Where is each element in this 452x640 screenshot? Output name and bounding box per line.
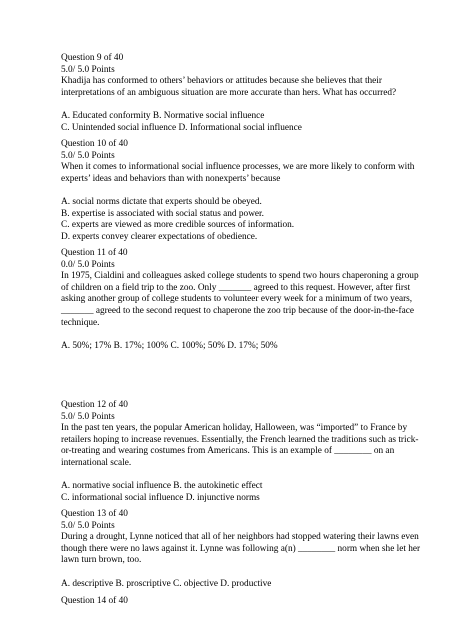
question-prompt-line: interpretations of an ambiguous situation are more accurate than hers. What has occurred? [61, 87, 397, 98]
question-10 [61, 139, 415, 243]
question-header: Question 9 of 40 [61, 53, 124, 63]
answer-options-line: A. descriptive B. proscriptive C. objective D. productive [61, 578, 272, 589]
question-prompt-line: international scale. [61, 457, 132, 468]
question-prompt-line: lawn turn brown, too. [61, 555, 142, 566]
question-prompt-line: or-treating and wearing costumes from Americans. This is an example of ________ on an [61, 446, 395, 457]
question-prompt-line: In 1975, Cialdini and colleagues asked college students to spend two hours chaperoning a group [61, 271, 419, 282]
question-points: 5.0/ 5.0 Points [61, 520, 115, 531]
question-header: Question 12 of 40 [61, 400, 128, 410]
question-prompt-line: In the past ten years, the popular American holiday, Halloween, was “imported” to France by [61, 423, 408, 434]
question-14 [61, 596, 411, 608]
question-points: 5.0/ 5.0 Points [61, 64, 115, 75]
question-prompt-line: When it comes to informational social influence processes, we are more likely to conform with [61, 162, 415, 173]
question-prompt-line: _______ agreed to the second request to chaperone the zoo trip because of the door-in-the-face [61, 305, 414, 316]
question-prompt-line: technique. [61, 317, 100, 328]
question-header: Question 11 of 40 [61, 248, 128, 258]
question-points: 0.0/ 5.0 Points [61, 259, 115, 270]
answer-options-line: A. 50%; 17% B. 17%; 100% C. 100%; 50% D. 17%; 50% [61, 340, 278, 351]
question-9 [61, 53, 411, 134]
question-points: 5.0/ 5.0 Points [61, 150, 115, 161]
answer-options-line: A. Educated conformity B. Normative social influence [61, 110, 265, 121]
question-points: 5.0/ 5.0 Points [61, 411, 115, 422]
question-header: Question 14 of 40 [61, 596, 128, 606]
answer-option: A. social norms dictate that experts should be obeyed. [61, 196, 262, 207]
question-header: Question 13 of 40 [61, 509, 128, 519]
answer-options-line: C. informational social influence D. injunctive norms [61, 492, 260, 503]
question-prompt-line: of children on a field trip to the zoo. Only _______ agreed to this request. However, after first [61, 282, 411, 293]
question-prompt-line: retailers hoping to increase revenues. Essentially, the French learned the traditions such as trick- [61, 434, 419, 445]
answer-option: B. expertise is associated with social status and power. [61, 208, 264, 219]
question-header: Question 10 of 40 [61, 139, 128, 149]
question-12 [61, 400, 419, 504]
question-prompt-line: During a drought, Lynne noticed that all of her neighbors had stopped watering their lawns even [61, 532, 419, 543]
question-prompt-line: Khadija has conformed to others’ behaviors or attitudes because she believes that their [61, 76, 382, 87]
answer-option: D. experts convey clearer expectations of obedience. [61, 231, 258, 242]
answer-option: C. experts are viewed as more credible sources of information. [61, 220, 295, 231]
question-prompt-line: experts’ ideas and behaviors than with nonexperts’ because [61, 173, 281, 184]
answer-options-line: A. normative social influence B. the autokinetic effect [61, 481, 263, 492]
answer-options-line: C. Unintended social influence D. Informational social influence [61, 122, 302, 133]
question-prompt-line: though there were no laws against it. Lynne was following a(n) ________ norm when she let her [61, 543, 421, 554]
question-11 [61, 248, 419, 352]
question-13 [61, 509, 421, 590]
question-prompt-line: asking another group of college students to volunteer every week for a minimum of two years, [61, 294, 413, 305]
